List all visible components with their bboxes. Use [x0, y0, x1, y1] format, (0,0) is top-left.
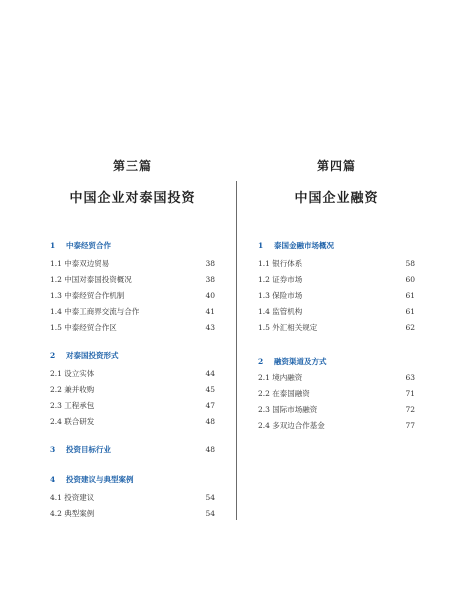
page-number: 63: [405, 373, 415, 382]
page-number: 38: [205, 275, 215, 284]
section-number: 3: [50, 445, 56, 454]
entry-label: 1.1 银行体系: [258, 259, 303, 268]
entry-label: 2.4 多双边合作基金: [258, 421, 325, 430]
section-title: 投资目标行业: [66, 445, 111, 454]
page-number: 58: [405, 259, 415, 268]
section-heading[interactable]: [50, 240, 215, 252]
page-number: 38: [205, 259, 215, 268]
part-heading: 第四篇: [316, 159, 356, 173]
toc-entry[interactable]: [50, 368, 215, 380]
page-number: 61: [405, 307, 415, 316]
section-heading[interactable]: [50, 474, 215, 486]
toc-entry[interactable]: [50, 290, 215, 302]
page-number: 48: [205, 445, 215, 454]
entry-label: 2.2 在泰国融资: [258, 389, 310, 398]
section-number: 1: [258, 241, 264, 250]
toc-entry[interactable]: [258, 290, 415, 302]
toc-entry[interactable]: [258, 306, 415, 318]
page-number: 61: [405, 291, 415, 300]
entry-label: 2.1 境内融资: [258, 373, 303, 382]
page-number: 40: [205, 291, 215, 300]
entry-label: 1.1 中泰双边贸易: [50, 259, 110, 268]
toc-entry[interactable]: [258, 322, 415, 334]
entry-label: 2.2 兼并收购: [50, 385, 95, 394]
toc-entry[interactable]: [50, 508, 215, 520]
entry-label: 2.4 联合研发: [50, 417, 95, 426]
section-title: 对泰国投资形式: [66, 351, 119, 360]
section-heading[interactable]: [258, 356, 415, 368]
entry-label: 1.2 中国对泰国投资概况: [50, 275, 132, 284]
page-number: 54: [205, 509, 215, 518]
section-title: 中泰经贸合作: [66, 241, 111, 250]
page-number: 48: [205, 417, 215, 426]
entry-label: 2.3 工程承包: [50, 401, 95, 410]
page-number: 54: [205, 493, 215, 502]
toc-entry[interactable]: [258, 274, 415, 286]
entry-label: 1.3 中泰经贸合作机制: [50, 291, 125, 300]
part-title: 中国企业融资: [294, 191, 379, 206]
section-number: 2: [50, 351, 56, 360]
entry-label: 4.2 典型案例: [50, 509, 95, 518]
entry-label: 1.4 监管机构: [258, 307, 303, 316]
toc-entry[interactable]: [258, 404, 415, 416]
column-divider: [236, 181, 237, 520]
toc-entry[interactable]: [258, 258, 415, 270]
page-number: 60: [405, 275, 415, 284]
toc-entry[interactable]: [258, 372, 415, 384]
page-number: 77: [405, 421, 415, 430]
section-number: 4: [50, 475, 56, 484]
toc-entry[interactable]: [50, 306, 215, 318]
entry-label: 1.2 证券市场: [258, 275, 303, 284]
section-number: 2: [258, 357, 264, 366]
toc-entry[interactable]: [258, 420, 415, 432]
page-number: 43: [205, 323, 215, 332]
toc-entry[interactable]: [258, 388, 415, 400]
entry-label: 1.3 保险市场: [258, 291, 303, 300]
toc-entry[interactable]: [50, 416, 215, 428]
page-number: 72: [405, 405, 415, 414]
section-number: 1: [50, 241, 56, 250]
section-title: 投资建议与典型案例: [66, 475, 134, 484]
page-number: 41: [205, 307, 215, 316]
part-title: 中国企业对泰国投资: [69, 191, 196, 206]
entry-label: 4.1 投资建议: [50, 493, 95, 502]
toc-entry[interactable]: [50, 258, 215, 270]
page-number: 47: [205, 401, 215, 410]
toc-entry[interactable]: [50, 400, 215, 412]
page-number: 71: [405, 389, 415, 398]
entry-label: 1.5 外汇相关规定: [258, 323, 318, 332]
page-number: 62: [405, 323, 415, 332]
part-heading: 第三篇: [112, 159, 152, 173]
page-number: 44: [205, 369, 215, 378]
entry-label: 1.4 中泰工商界交流与合作: [50, 307, 140, 316]
toc-entry[interactable]: [50, 492, 215, 504]
toc-entry[interactable]: [50, 384, 215, 396]
section-heading[interactable]: [50, 444, 215, 456]
toc-entry[interactable]: [50, 274, 215, 286]
page-number: 45: [205, 385, 215, 394]
toc-entry[interactable]: [50, 322, 215, 334]
section-title: 融资渠道及方式: [274, 357, 327, 366]
section-heading[interactable]: [50, 350, 215, 362]
entry-label: 2.3 国际市场融资: [258, 405, 318, 414]
section-heading[interactable]: [258, 240, 415, 252]
entry-label: 2.1 设立实体: [50, 369, 95, 378]
section-title: 泰国金融市场概况: [274, 241, 334, 250]
entry-label: 1.5 中泰经贸合作区: [50, 323, 117, 332]
